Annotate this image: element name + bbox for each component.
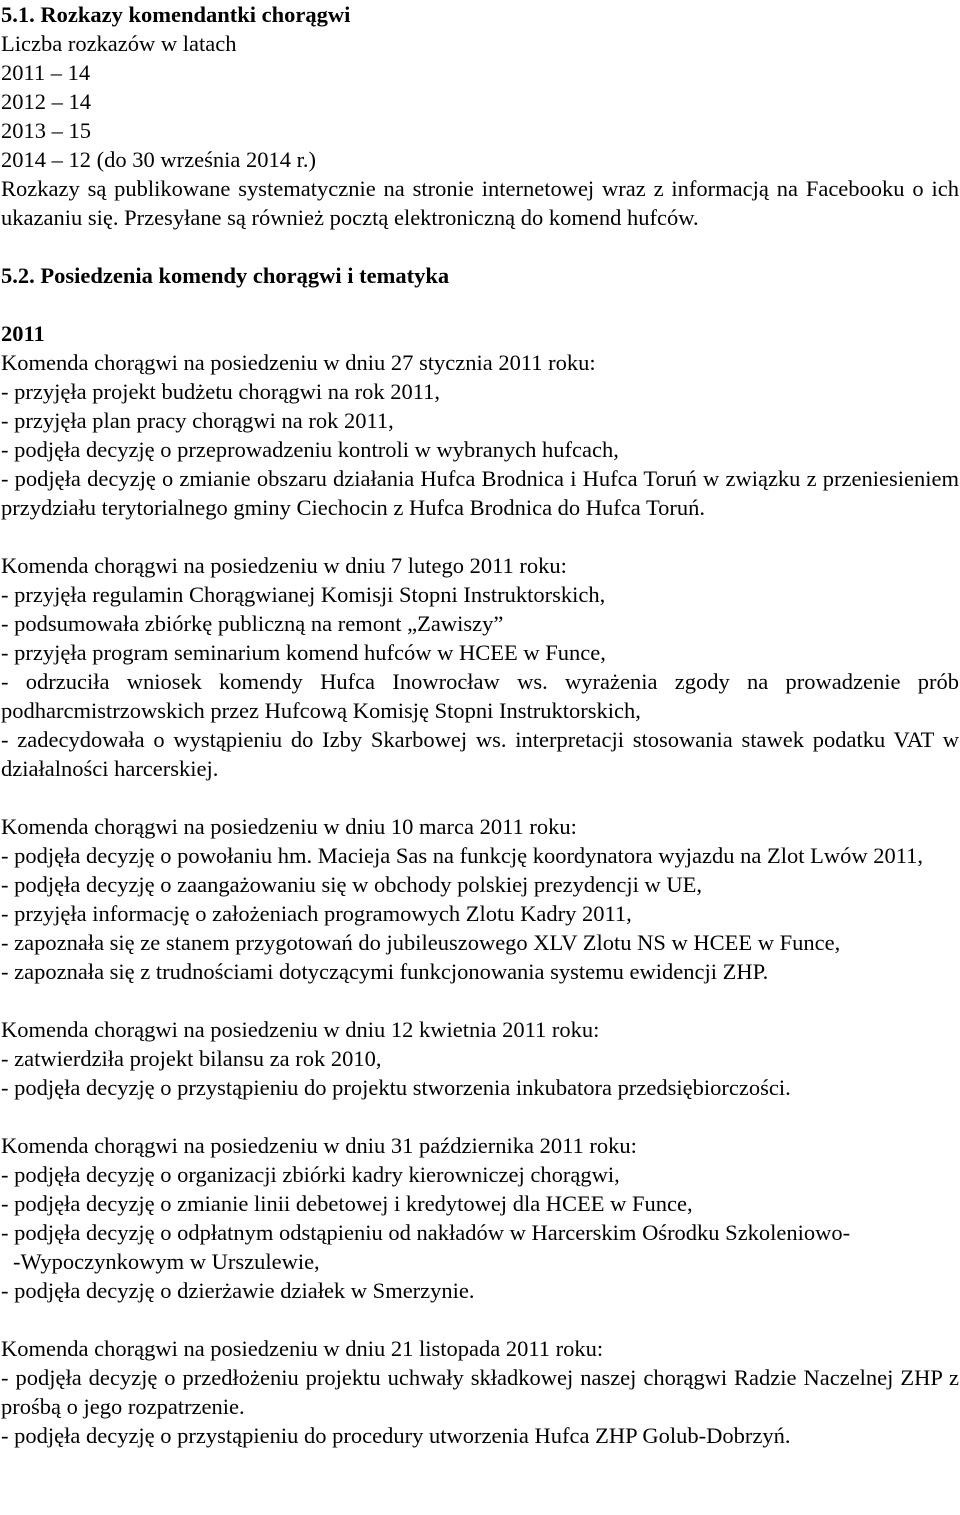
meeting-item: - podjęła decyzję o przystąpieniu do procedury utworzenia Hufca ZHP Golub-Dobrzyń. [1, 1423, 791, 1448]
orders-year-2012: 2012 – 14 [1, 89, 91, 114]
meeting-item: -Wypoczynkowym w Urszulewie, [13, 1249, 320, 1274]
orders-intro: Liczba rozkazów w latach [1, 31, 237, 56]
meeting-item: - zapoznała się z trudnościami dotyczącymi funkcjonowania systemu ewidencji ZHP. [1, 959, 769, 984]
meeting-title: Komenda chorągwi na posiedzeniu w dniu 10 marca 2011 roku: [1, 814, 577, 839]
meeting-item: - podjęła decyzję o odpłatnym odstąpieniu od nakładów w Harcerskim Ośrodku Szkoleniowo- [1, 1220, 851, 1245]
meeting-block [1, 348, 959, 522]
meeting-title: Komenda chorągwi na posiedzeniu w dniu 27 stycznia 2011 roku: [1, 350, 596, 375]
meeting-title: Komenda chorągwi na posiedzeniu w dniu 12 kwietnia 2011 roku: [1, 1017, 600, 1042]
meeting-item: - podsumowała zbiórkę publiczną na remont „Zawiszy” [1, 611, 504, 636]
meeting-item: - podjęła decyzję o zmianie linii debetowej i kredytowej dla HCEE w Funce, [1, 1191, 693, 1216]
orders-year-2014: 2014 – 12 (do 30 września 2014 r.) [1, 147, 316, 172]
orders-publication-note: Rozkazy są publikowane systematycznie na stronie internetowej wraz z informacją na Facebooku o ich ukazaniu się. Przesyłane są również pocztą elektroniczną do komend hufców. [1, 176, 959, 230]
meeting-block [1, 812, 959, 986]
meeting-block [1, 1131, 959, 1305]
meeting-item: - zatwierdziła projekt bilansu za rok 2010, [1, 1046, 382, 1071]
meeting-item: - podjęła decyzję o przeprowadzeniu kontroli w wybranych hufcach, [1, 437, 619, 462]
meeting-item: - podjęła decyzję o powołaniu hm. Macieja Sas na funkcję koordynatora wyjazdu na Zlot Lwów 2011, [1, 843, 924, 868]
meeting-block [1, 1015, 959, 1102]
meeting-item: - podjęła decyzję o zmianie obszaru działania Hufca Brodnica i Hufca Toruń w związku z przeniesieniem przydziału terytorialnego gminy Ciechocin z Hufca Brodnica do Hufca Toruń. [1, 466, 959, 520]
meeting-title: Komenda chorągwi na posiedzeniu w dniu 21 listopada 2011 roku: [1, 1336, 604, 1361]
meeting-item: - odrzuciła wniosek komendy Hufca Inowrocław ws. wyrażenia zgody na prowadzenie prób podharcmistrzowskich przez Hufcową Komisję Stopni Instruktorskich, [1, 669, 959, 723]
meeting-item: - zapoznała się ze stanem przygotowań do jubileuszowego XLV Zlotu NS w HCEE w Funce, [1, 930, 841, 955]
meeting-item: - przyjęła program seminarium komend hufców w HCEE w Funce, [1, 640, 606, 665]
meeting-item: - podjęła decyzję o organizacji zbiórki kadry kierowniczej chorągwi, [1, 1162, 620, 1187]
meeting-title: Komenda chorągwi na posiedzeniu w dniu 31 października 2011 roku: [1, 1133, 637, 1158]
meeting-item: - podjęła decyzję o przystąpieniu do projektu stworzenia inkubatora przedsiębiorczości. [1, 1075, 791, 1100]
section-heading-rozkazy: 5.1. Rozkazy komendantki chorągwi [1, 2, 351, 27]
meeting-item: - przyjęła regulamin Chorągwianej Komisji Stopni Instruktorskich, [1, 582, 606, 607]
meeting-item: - przyjęła projekt budżetu chorągwi na rok 2011, [1, 379, 441, 404]
meeting-title: Komenda chorągwi na posiedzeniu w dniu 7 lutego 2011 roku: [1, 553, 567, 578]
meeting-item: - przyjęła informację o założeniach programowych Zlotu Kadry 2011, [1, 901, 632, 926]
section-heading-posiedzenia: 5.2. Posiedzenia komendy chorągwi i tematyka [1, 263, 450, 288]
meeting-item: - przyjęła plan pracy chorągwi na rok 2011, [1, 408, 394, 433]
meeting-item: - podjęła decyzję o przedłożeniu projektu uchwały składkowej naszej chorągwi Radzie Naczelnej ZHP z prośbą o jego rozpatrzenie. [1, 1365, 959, 1419]
meeting-item: - podjęła decyzję o dzierżawie działek w Smerzynie. [1, 1278, 475, 1303]
year-heading: 2011 [1, 321, 45, 346]
orders-year-2013: 2013 – 15 [1, 118, 91, 143]
meeting-item: - podjęła decyzję o zaangażowaniu się w obchody polskiej prezydencji w UE, [1, 872, 702, 897]
orders-year-2011: 2011 – 14 [1, 60, 91, 85]
meeting-block [1, 551, 959, 783]
meeting-block [1, 1334, 959, 1450]
meeting-item: - zadecydowała o wystąpieniu do Izby Skarbowej ws. interpretacji stosowania stawek podatku VAT w działalności harcerskiej. [1, 727, 959, 781]
